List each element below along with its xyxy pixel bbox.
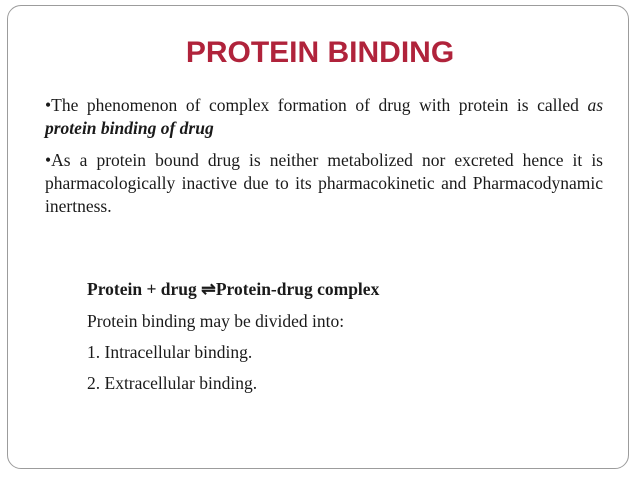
bullet-text: The phenomenon of complex formation of drug with protein is called	[51, 95, 588, 115]
binding-details	[87, 276, 567, 399]
slide-frame	[7, 5, 629, 469]
bullet-marker: •	[45, 95, 52, 115]
slide-title: PROTEIN BINDING	[185, 36, 455, 69]
equation-product: Protein-drug complex	[215, 279, 380, 299]
bullet-marker: •	[45, 150, 52, 170]
bullet-text: As a protein bound drug is neither metabolized nor excreted hence it is pharmacologically inactive due to its pharmacokinetic and Pharmacodynamic inertness.	[45, 150, 603, 216]
division-intro: Protein binding may be divided into:	[87, 311, 345, 331]
bullet-complex-formation	[45, 94, 603, 140]
binding-type-item: 2. Extracellular binding.	[87, 373, 258, 393]
binding-type-item: 1. Intracellular binding.	[87, 342, 253, 362]
bullet-list	[45, 94, 603, 227]
bullet-italic-text: as	[587, 95, 603, 115]
equilibrium-arrow-icon: ⇌	[201, 279, 216, 299]
bullet-emphasis-text: protein binding of drug	[45, 118, 214, 138]
equation-reactants: Protein + drug	[87, 279, 202, 299]
binding-equation	[87, 276, 567, 302]
bullet-bound-drug-inactive	[45, 149, 603, 218]
